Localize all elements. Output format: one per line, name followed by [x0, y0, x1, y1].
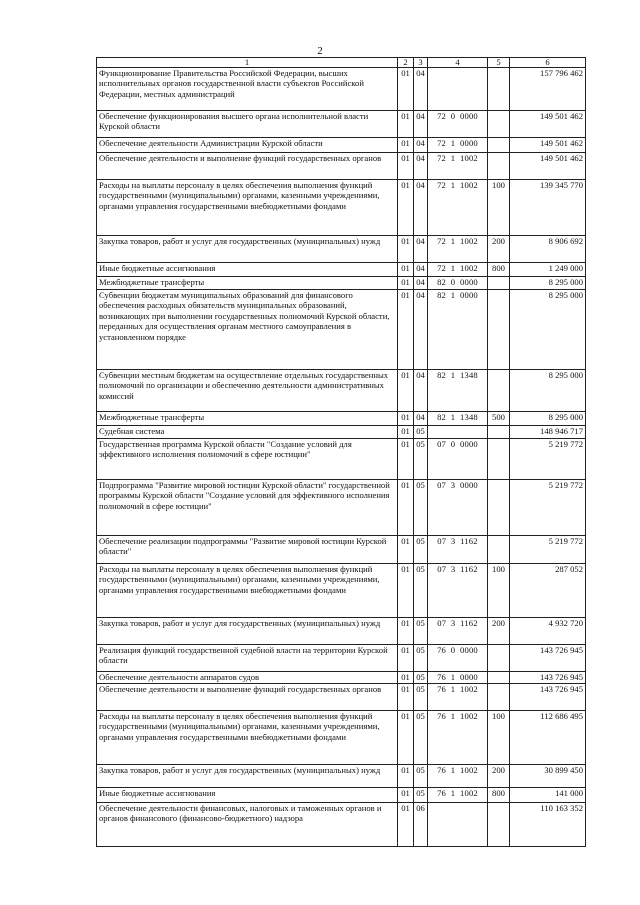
row-target-article: 82 0 0000	[428, 277, 488, 290]
row-target-article	[428, 426, 488, 439]
row-target-article: 07 3 0000	[428, 480, 488, 536]
table-row	[97, 480, 586, 536]
row-subsection: 05	[414, 711, 428, 765]
table-row	[97, 765, 586, 788]
row-subsection: 05	[414, 439, 428, 480]
row-name: Обеспечение деятельности Администрации Курской области	[97, 138, 398, 153]
row-subsection: 05	[414, 765, 428, 788]
table-row	[97, 564, 586, 618]
row-expense-type: 200	[488, 765, 510, 788]
row-section: 01	[398, 111, 414, 138]
row-name: Иные бюджетные ассигнования	[97, 788, 398, 803]
header-row	[97, 58, 586, 68]
row-expense-type	[488, 536, 510, 564]
row-name: Обеспечение реализации подпрограммы "Развитие мировой юстиции Курской области"	[97, 536, 398, 564]
table-row	[97, 290, 586, 370]
row-section: 01	[398, 236, 414, 263]
row-section: 01	[398, 439, 414, 480]
row-name: Обеспечение функционирования высшего органа исполнительной власти Курской области	[97, 111, 398, 138]
row-target-article: 07 3 1162	[428, 618, 488, 645]
row-subsection: 05	[414, 618, 428, 645]
row-subsection: 05	[414, 480, 428, 536]
row-expense-type	[488, 672, 510, 684]
table-row	[97, 263, 586, 277]
row-section: 01	[398, 672, 414, 684]
row-name: Реализация функций государственной судебной власти на территории Курской области	[97, 645, 398, 672]
table-row	[97, 111, 586, 138]
budget-table	[96, 57, 586, 847]
row-expense-type: 100	[488, 564, 510, 618]
row-section: 01	[398, 618, 414, 645]
row-target-article: 72 1 1002	[428, 263, 488, 277]
row-amount: 5 219 772	[510, 536, 586, 564]
row-target-article: 76 1 1002	[428, 788, 488, 803]
row-expense-type	[488, 138, 510, 153]
row-amount: 287 052	[510, 564, 586, 618]
table-row	[97, 153, 586, 180]
row-expense-type: 500	[488, 412, 510, 426]
row-amount: 110 163 352	[510, 803, 586, 847]
row-expense-type: 100	[488, 180, 510, 236]
row-section: 01	[398, 370, 414, 412]
row-section: 01	[398, 277, 414, 290]
row-name: Иные бюджетные ассигнования	[97, 263, 398, 277]
row-target-article: 72 0 0000	[428, 111, 488, 138]
row-subsection: 05	[414, 788, 428, 803]
row-subsection: 04	[414, 263, 428, 277]
row-expense-type: 100	[488, 711, 510, 765]
row-expense-type	[488, 426, 510, 439]
row-expense-type	[488, 684, 510, 711]
row-name: Обеспечение деятельности аппаратов судов	[97, 672, 398, 684]
row-section: 01	[398, 426, 414, 439]
table-row	[97, 711, 586, 765]
column-header-section: 2	[398, 58, 414, 68]
row-target-article: 72 1 1002	[428, 180, 488, 236]
row-section: 01	[398, 788, 414, 803]
row-section: 01	[398, 180, 414, 236]
row-amount: 143 726 945	[510, 645, 586, 672]
row-name: Закупка товаров, работ и услуг для государственных (муниципальных) нужд	[97, 765, 398, 788]
row-name: Расходы на выплаты персоналу в целях обеспечения выполнения функций государственными (муниципальными) органами, казенными учреждениями, органами управления государственными внебюджетными фондами	[97, 711, 398, 765]
row-expense-type	[488, 68, 510, 111]
table-row	[97, 788, 586, 803]
table-row	[97, 426, 586, 439]
row-expense-type: 800	[488, 788, 510, 803]
row-name: Расходы на выплаты персоналу в целях обеспечения выполнения функций государственными (муниципальными) органами, казенными учреждениями, органами управления государственными внебюджетными фондами	[97, 564, 398, 618]
row-name: Государственная программа Курской области "Создание условий для эффективного исполнения полномочий в сфере юстиции"	[97, 439, 398, 480]
row-section: 01	[398, 711, 414, 765]
column-header-expense-type: 5	[488, 58, 510, 68]
row-amount: 148 946 717	[510, 426, 586, 439]
row-amount: 8 295 000	[510, 412, 586, 426]
table-row	[97, 803, 586, 847]
row-target-article: 76 0 0000	[428, 645, 488, 672]
row-target-article: 82 1 1348	[428, 412, 488, 426]
row-name: Межбюджетные трансферты	[97, 412, 398, 426]
table-row	[97, 277, 586, 290]
row-expense-type	[488, 277, 510, 290]
row-target-article: 76 1 1002	[428, 684, 488, 711]
table-row	[97, 618, 586, 645]
row-name: Обеспечение деятельности и выполнение функций государственных органов	[97, 684, 398, 711]
row-section: 01	[398, 480, 414, 536]
row-amount: 8 295 000	[510, 277, 586, 290]
row-name: Обеспечение деятельности и выполнение функций государственных органов	[97, 153, 398, 180]
row-name: Расходы на выплаты персоналу в целях обеспечения выполнения функций государственными (муниципальными) органами, казенными учреждениями, органами управления государственными внебюджетными фондами	[97, 180, 398, 236]
table-row	[97, 180, 586, 236]
row-amount: 143 726 945	[510, 684, 586, 711]
column-header-name: 1	[97, 58, 398, 68]
table-row	[97, 68, 586, 111]
row-amount: 149 501 462	[510, 111, 586, 138]
row-name: Обеспечение деятельности финансовых, налоговых и таможенных органов и органов финансового (финансово-бюджетного) надзора	[97, 803, 398, 847]
row-amount: 149 501 462	[510, 153, 586, 180]
row-subsection: 04	[414, 412, 428, 426]
row-amount: 149 501 462	[510, 138, 586, 153]
row-expense-type	[488, 480, 510, 536]
row-target-article	[428, 68, 488, 111]
row-target-article: 82 1 0000	[428, 290, 488, 370]
table-row	[97, 536, 586, 564]
table-row	[97, 412, 586, 426]
row-name: Судебная система	[97, 426, 398, 439]
row-subsection: 05	[414, 684, 428, 711]
row-section: 01	[398, 645, 414, 672]
row-name: Подпрограмма "Развитие мировой юстиции Курской области" государственной программы Курской области "Создание условий для эффективного исполнения полномочий в сфере юстиции"	[97, 480, 398, 536]
row-target-article: 72 1 1002	[428, 153, 488, 180]
row-section: 01	[398, 412, 414, 426]
row-amount: 139 345 770	[510, 180, 586, 236]
row-target-article: 82 1 1348	[428, 370, 488, 412]
row-target-article: 76 1 0000	[428, 672, 488, 684]
row-target-article: 72 1 1002	[428, 236, 488, 263]
row-name: Субвенции бюджетам муниципальных образований для финансового обеспечения расходных обязательств муниципальных образований, возникающих при выполнении государственных полномочий Курской области, переданных для осуществления органам местного самоуправления в установленном порядке	[97, 290, 398, 370]
table-row	[97, 672, 586, 684]
row-subsection: 04	[414, 153, 428, 180]
row-amount: 8 906 692	[510, 236, 586, 263]
row-section: 01	[398, 765, 414, 788]
row-amount: 1 249 000	[510, 263, 586, 277]
row-amount: 5 219 772	[510, 439, 586, 480]
row-target-article: 07 3 1162	[428, 564, 488, 618]
row-subsection: 04	[414, 180, 428, 236]
row-expense-type	[488, 439, 510, 480]
row-expense-type	[488, 370, 510, 412]
page-number: 2	[317, 45, 323, 57]
row-target-article: 07 0 0000	[428, 439, 488, 480]
row-section: 01	[398, 138, 414, 153]
row-amount: 141 000	[510, 788, 586, 803]
row-amount: 5 219 772	[510, 480, 586, 536]
row-amount: 8 295 000	[510, 290, 586, 370]
row-amount: 8 295 000	[510, 370, 586, 412]
row-target-article	[428, 803, 488, 847]
row-amount: 4 932 720	[510, 618, 586, 645]
row-subsection: 04	[414, 236, 428, 263]
row-amount: 112 686 495	[510, 711, 586, 765]
row-section: 01	[398, 153, 414, 180]
row-expense-type	[488, 111, 510, 138]
row-section: 01	[398, 290, 414, 370]
table-row	[97, 645, 586, 672]
row-subsection: 04	[414, 68, 428, 111]
table-row	[97, 439, 586, 480]
row-subsection: 05	[414, 564, 428, 618]
row-subsection: 04	[414, 290, 428, 370]
row-expense-type	[488, 803, 510, 847]
row-name: Межбюджетные трансферты	[97, 277, 398, 290]
row-subsection: 05	[414, 536, 428, 564]
row-subsection: 04	[414, 138, 428, 153]
row-amount: 143 726 945	[510, 672, 586, 684]
row-subsection: 04	[414, 111, 428, 138]
row-target-article: 72 1 0000	[428, 138, 488, 153]
row-expense-type	[488, 290, 510, 370]
row-section: 01	[398, 263, 414, 277]
row-subsection: 05	[414, 645, 428, 672]
row-amount: 30 899 450	[510, 765, 586, 788]
row-expense-type	[488, 153, 510, 180]
row-section: 01	[398, 536, 414, 564]
row-section: 01	[398, 684, 414, 711]
column-header-amount: 6	[510, 58, 586, 68]
row-subsection: 04	[414, 277, 428, 290]
row-subsection: 05	[414, 426, 428, 439]
row-amount: 157 796 462	[510, 68, 586, 111]
row-section: 01	[398, 68, 414, 111]
row-name: Закупка товаров, работ и услуг для государственных (муниципальных) нужд	[97, 236, 398, 263]
row-target-article: 76 1 1002	[428, 711, 488, 765]
row-subsection: 05	[414, 672, 428, 684]
column-header-subsection: 3	[414, 58, 428, 68]
row-subsection: 04	[414, 370, 428, 412]
row-expense-type: 800	[488, 263, 510, 277]
row-name: Функционирование Правительства Российской Федерации, высших исполнительных органов государственной власти субъектов Российской Федерации, местных администраций	[97, 68, 398, 111]
row-name: Закупка товаров, работ и услуг для государственных (муниципальных) нужд	[97, 618, 398, 645]
row-section: 01	[398, 564, 414, 618]
table-row	[97, 236, 586, 263]
row-expense-type	[488, 645, 510, 672]
row-target-article: 76 1 1002	[428, 765, 488, 788]
row-expense-type: 200	[488, 618, 510, 645]
table-row	[97, 370, 586, 412]
table-row	[97, 684, 586, 711]
row-name: Субвенции местным бюджетам на осуществление отдельных государственных полномочий по организации и обеспечению деятельности административных комиссий	[97, 370, 398, 412]
row-target-article: 07 3 1162	[428, 536, 488, 564]
row-subsection: 06	[414, 803, 428, 847]
row-section: 01	[398, 803, 414, 847]
table-row	[97, 138, 586, 153]
row-expense-type: 200	[488, 236, 510, 263]
column-header-target-article: 4	[428, 58, 488, 68]
